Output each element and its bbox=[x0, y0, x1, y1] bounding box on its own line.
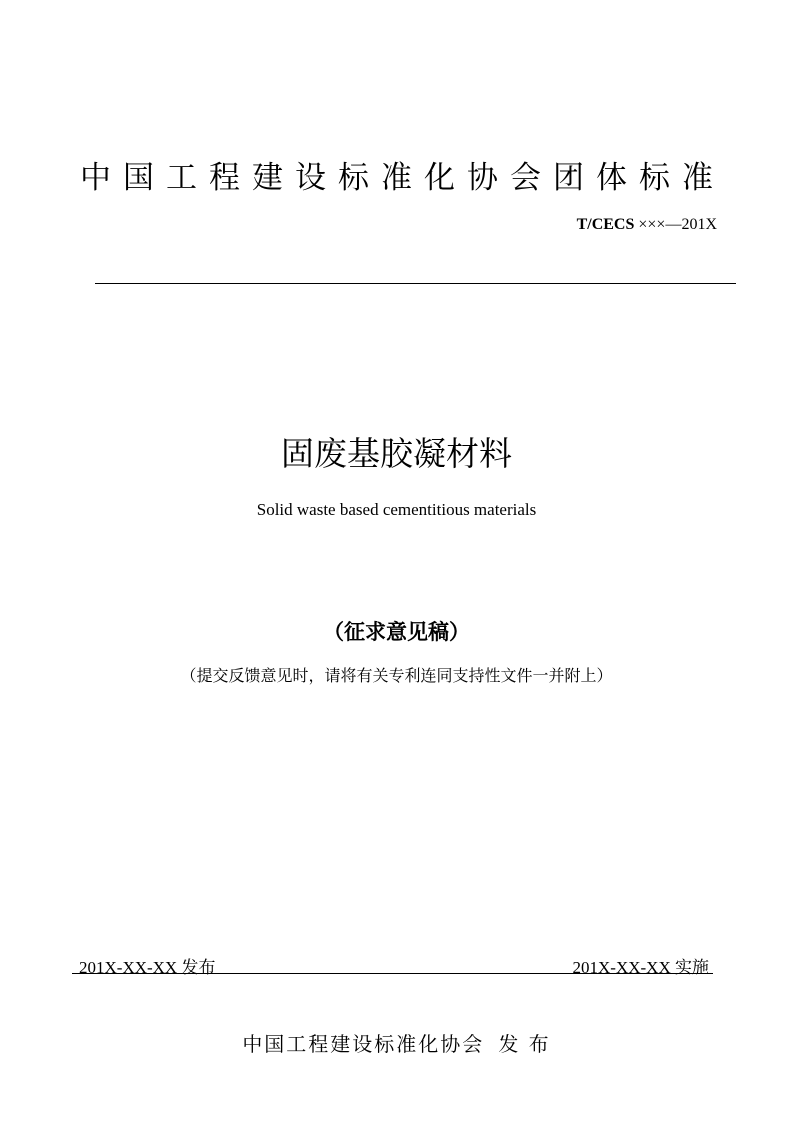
standard-code-number: ×××—201X bbox=[634, 216, 717, 233]
implementation-date: 201X-XX-XX 实施 bbox=[572, 958, 709, 977]
footer-divider bbox=[72, 973, 713, 974]
publisher-line bbox=[0, 1028, 793, 1057]
publish-action: 发 布 bbox=[498, 1032, 551, 1056]
document-title-chinese: 固废基胶凝材料 bbox=[281, 434, 512, 473]
issue-date: 201X-XX-XX 发布 bbox=[79, 958, 216, 977]
publisher-name: 中国工程建设标准化协会 bbox=[242, 1032, 485, 1056]
organization-title: 中国工程建设标准化协会团体标准 bbox=[80, 160, 725, 196]
header-divider bbox=[95, 283, 736, 284]
draft-feedback-note: （提交反馈意见时，请将有关专利连同支持性文件一并附上） bbox=[180, 666, 613, 685]
draft-status-label: （征求意见稿） bbox=[323, 619, 470, 644]
document-title-english: Solid waste based cementitious materials bbox=[256, 500, 537, 519]
standard-code-prefix: T/CECS bbox=[576, 216, 635, 233]
standard-code bbox=[577, 216, 717, 234]
